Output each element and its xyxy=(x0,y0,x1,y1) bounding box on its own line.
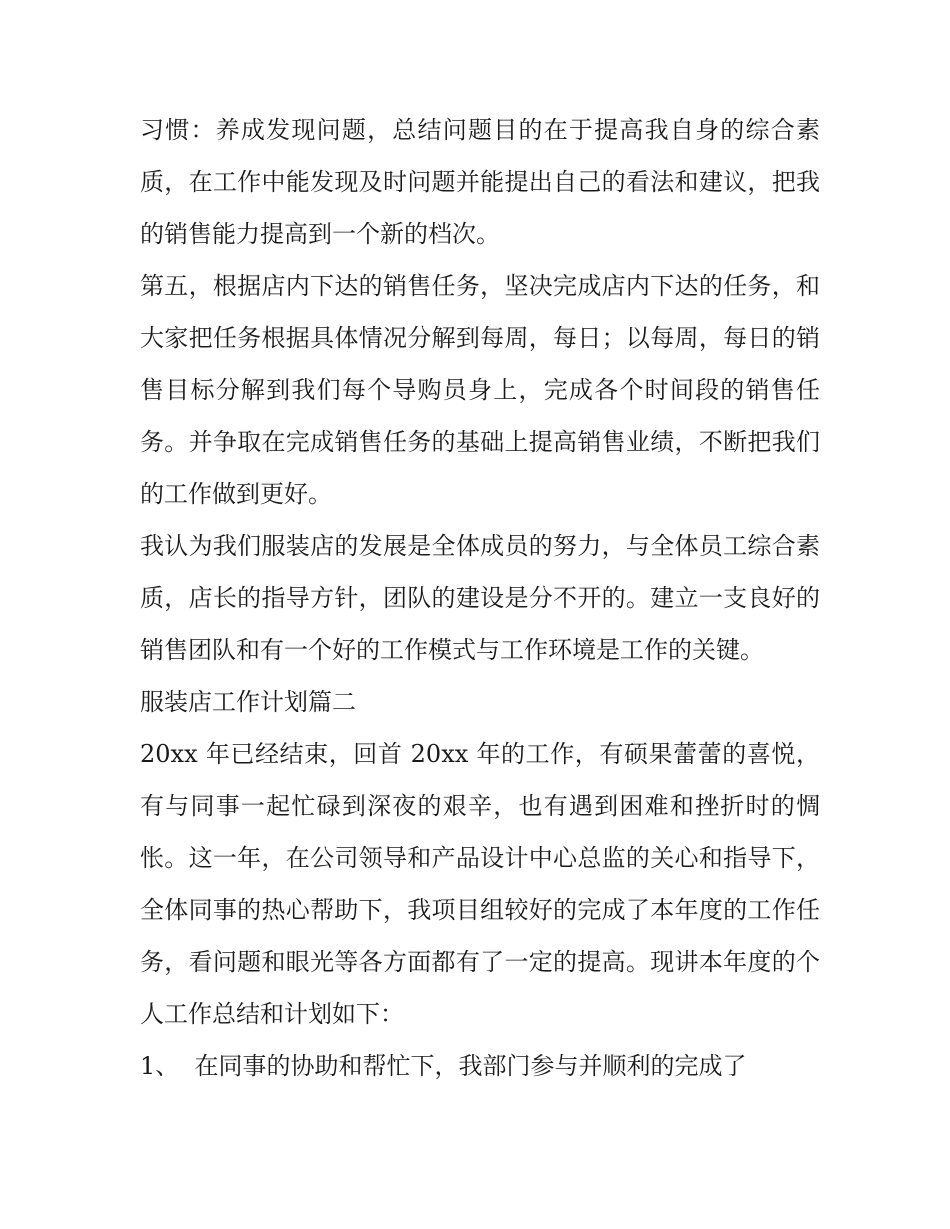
paragraph-habits: 习惯：养成发现问题，总结问题目的在于提高我自身的综合素质，在工作中能发现及时问题并能提出自己的看法和建议，把我的销售能力提高到一个新的档次。 xyxy=(140,116,820,248)
list-item-1: 1、 在同事的协助和帮忙下，我部门参与并顺利的完成了 xyxy=(140,1052,747,1080)
paragraph-team-development: 我认为我们服装店的发展是全体成员的努力，与全体员工综合素质，店长的指导方针，团队的建设是分不开的。建立一支良好的销售团队和有一个好的工作模式与工作环境是工作的关键。 xyxy=(140,532,820,664)
paragraph-fifth-point: 第五，根据店内下达的销售任务，坚决完成店内下达的任务，和大家把任务根据具体情况分解到每周，每日；以每周，每日的销售目标分解到我们每个导购员身上，完成各个时间段的销售任务。并争取在完成销售任务的基础上提高销售业绩，不断把我们的工作做到更好。 xyxy=(140,272,820,508)
section-heading: 服装店工作计划篇二 xyxy=(140,688,356,716)
document-body xyxy=(140,104,820,1092)
paragraph-year-review: 20xx 年已经结束，回首 20xx 年的工作，有硕果蕾蕾的喜悦，有与同事一起忙碌到深夜的艰辛，也有遇到困难和挫折时的惆怅。这一年，在公司领导和产品设计中心总监的关心和指导下，全体同事的热心帮助下，我项目组较好的完成了本年度的工作任务，看问题和眼光等各方面都有了一定的提高。现讲本年度的个人工作总结和计划如下： xyxy=(140,740,820,1028)
